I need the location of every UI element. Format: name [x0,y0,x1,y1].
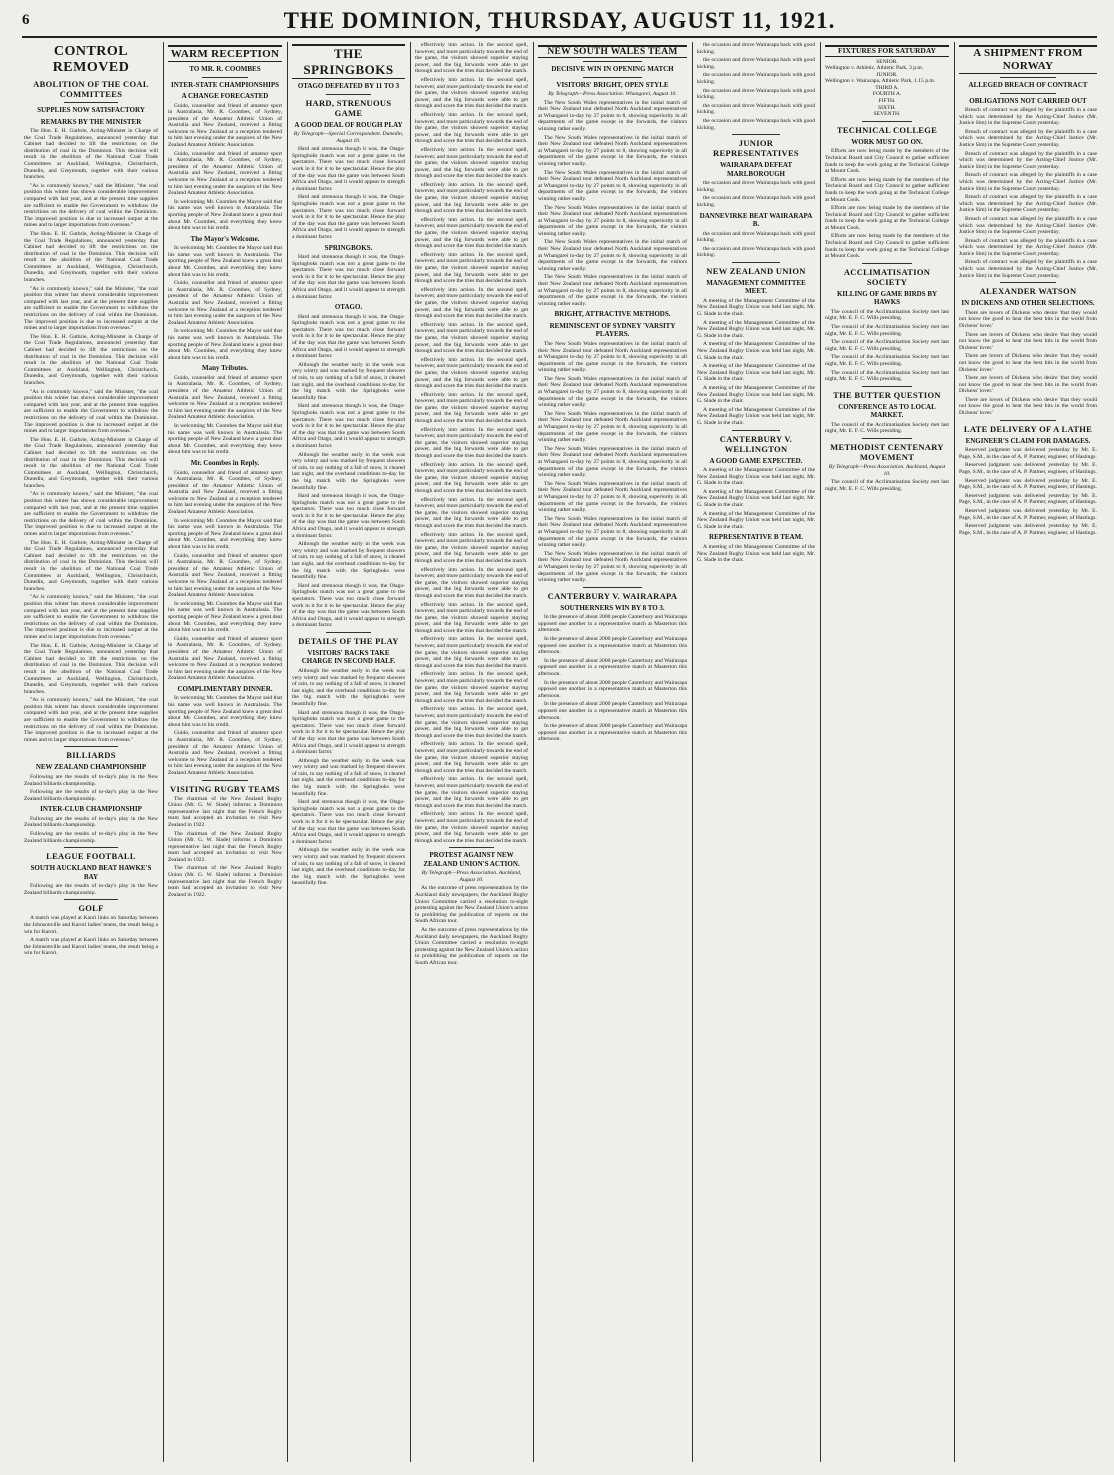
article-paragraph: effectively into action. In the second spell, however, and more particularly towards the end of the game, the visitors showed superior staying power, and the big forwards were able to get through and score the tries that decided the match. [415,42,528,75]
section-heading: LATE DELIVERY OF A LATHE [963,423,1093,434]
column-rule [287,42,288,1462]
article-paragraph: Guido, counsellor and friend of amateur sport in Australasia, Mr. R. Coombes, of Sydney, president of the Amateur Athletic Union of Australia and New Zealand, received a fitting welcome to New Zealand at a reception tendered to him last evening under the auspices of the New Zealand Amateur Athletic Association. [168,730,282,776]
article-paragraph: Guido, counsellor and friend of amateur sport in Australasia, Mr. R. Coombes, of Sydney, president of the Amateur Athletic Union of Australia and New Zealand, received a fitting welcome to New Zealand at a reception tendered to him last evening under the auspices of the New Zealand Amateur Athletic Association. [168,150,282,197]
article-paragraph: Guido, counsellor and friend of amateur sport in Australasia, Mr. R. Coombes, of Sydney, president of the Amateur Athletic Union of Australia and New Zealand, received a fitting welcome to New Zealand at a reception tendered to him last evening under the auspices of the New Zealand Amateur Athletic Association. [168,552,282,599]
article-paragraph: The council of the Acclimatisation Society met last night, Mr. E. F. C. Wills presiding. [825,421,949,435]
article-paragraph: effectively into action. In the second spell, however, and more particularly towards the end of the game, the visitors showed superior staying power, and the big forwards were able to get through and score the tries that decided the match. [415,706,528,739]
article-paragraph: "As is commonly known," said the Minister, "the coal position this winter has shown considerable improvement compared with last year, and at the present time supplies are sufficient to enable the Government to withdraw the restrictions on the delivery of coal within the Dominion. The improved position is due to increased output at the mines and to larger importations from overseas." [24,594,158,640]
article-paragraph: effectively into action. In the second spell, however, and more particularly towards the end of the game, the visitors showed superior staying power, and the big forwards were able to get through and score the tries that decided the match. [415,566,528,599]
column-junior-reps [697,42,815,1462]
article-paragraph: A match was played at Kaori links on Saturday between the Johnsonville and Karori ladies' teams, the result being a win for Karori. [24,937,158,957]
subheadline: ENGINEER'S CLAIM FOR DAMAGES. [965,436,1091,445]
article-paragraph: "As is commonly known," said the Minister, "the coal position this winter has shown considerable improvement compared with last year, and at the present time supplies are sufficient to enable the Government to withdraw the restrictions on the delivery of coal within the Dominion. The improved position is due to increased output at the mines and to larger importations from overseas." [24,697,158,743]
article-paragraph: effectively into action. In the second spell, however, and more particularly towards the end of the game, the visitors showed superior staying power, and the big forwards were able to get through and score the tries that decided the match. [415,286,528,320]
subheadline: ABOLITION OF THE COAL COMMITTEES [33,79,149,99]
article-paragraph: effectively into action. In the second spell, however, and more particularly towards the end of the game, the visitors showed superior staying power, and the big forwards were able to get through and score the tries that decided the match. [415,146,528,180]
subheadline: SOUTH AUCKLAND BEAT HAWKE'S BAY [30,864,152,881]
article-paragraph: The council of the Acclimatisation Society met last night, Mr. E. F. C. Wills presiding. [825,339,949,352]
subheadline: INTER-CLUB CHAMPIONSHIP [40,805,142,814]
article-paragraph: The chairman of the New Zealand Rugby Union (Mr. G. W. Slade) informs a Dominion representative last night that the French Rugby team had accepted an invitation to visit New Zealand in 1922. [168,865,282,898]
subheadline: VISITORS' BRIGHT, OPEN STYLE [556,80,669,89]
subheadline: COMPLIMENTARY DINNER. [177,684,273,693]
article-paragraph: Hard and strenuous though it was, the Otago-Springboks match was not a great game to the spectators. There was too much close forward work in it for it to be spectacular. Hence the play of the day was that the game was between South Africa and Otago, and it would appear to strength a dominant factor. [292,313,405,360]
subheadline: CONFERENCE AS TO LOCAL MARKET. [838,402,936,420]
subheadline: Mr. Coombes in Reply. [190,459,260,467]
article-paragraph: Reserved judgment was delivered yesterday by Mr. E. Page, S.M., in the case of A. P. Parmer, engineer, of Hastings. [959,523,1097,536]
subheadline: INTER-STATE CHAMPIONSHIPS [170,80,280,89]
article-paragraph: Guido, counsellor and friend of amateur sport in Australasia, Mr. R. Coombes, of Sydney, president of the Amateur Athletic Union of Australia and New Zealand, received a fitting welcome to New Zealand at a reception tendered to him last evening under the auspices of the New Zealand Amateur Athletic Association. [168,635,282,682]
subheadline: REMINISCENT OF SYDNEY 'VARSITY PLAYERS. [549,321,676,339]
article-paragraph: The New South Wales representatives in the initial match of their New Zealand tour defeated North Auckland representatives at Whangarei to-day by 27 points to 8, showing superiority in all departments of the game except in the forwards, the visitors winning rather easily. [538,410,687,444]
article-paragraph: The New South Wales representatives in the initial match of their New Zealand tour defeated North Auckland representatives at Whangarei to-day by 27 points to 8, showing superiority in all departments of the game except in the forwards, the visitors winning rather easily. [538,515,687,549]
article-paragraph: Although the weather early in the week was very wintry and was marked by frequent showers of rain, to say nothing of a fall of snow, it cleared last night, and the overhead conditions to-day for the big match with the Springboks were beautifully fine. [292,667,405,707]
article-paragraph: In the presence of about 2000 people Canterbury and Wairarapa opposed one another in a representative match at Masterton this afternoon. [538,701,687,721]
section-heading: CANTERBURY V. WAIRARAPA [547,590,678,601]
team-heading: OTAGO. [334,303,363,312]
article-paragraph: There are lovers of Dickens who desire 'that they would not know the good to hear the best bits in the world from Dickens' lover.' [959,353,1097,373]
article-paragraph: In welcoming Mr. Coombes the Mayor said that his name was well known in Australasia. The sporting people of New Zealand knew a great deal about Mr. Coombes, and everything they knew about him was to his credit. [168,517,282,551]
subheadline: PROTEST AGAINST NEW ZEALAND UNION'S ACTION. [423,851,520,868]
subheadline: IN DICKENS AND OTHER SELECTIONS. [961,299,1095,308]
section-heading: JUNIOR REPRESENTATIVES [713,138,799,159]
fixture-line: SIXTH. [878,104,896,111]
article-paragraph: effectively into action. In the second spell, however, and more particularly towards the end of the game, the visitors showed superior staying power, and the big forwards were able to get through and score the tries that decided the match. [415,741,528,774]
article-paragraph: The council of the Acclimatisation Society met last night, Mr. E. F. C. Wills presiding. [825,479,949,492]
subheadline: WAIRARAPA DEFEAT MARLBOROUGH [719,161,793,178]
article-paragraph: A meeting of the Management Committee of the New Zealand Rugby Union was held last night, Mr. G. Slade in the chair. [697,319,815,339]
article-paragraph: the occasion and drove Wairarapa back with good kicking. [697,72,815,85]
headline: WARM RECEPTION [168,45,282,62]
subheadline: REPRESENTATIVE B TEAM. [709,533,803,542]
article-paragraph: The council of the Acclimatisation Society met last night, Mr. E. F. C. Wills presiding. [825,354,949,367]
article-paragraph: effectively into action. In the second spell, however, and more particularly towards the end of the game, the visitors showed superior staying power, and the big forwards were able to get through and score the tries that decided the match. [415,426,528,460]
subheadline: A GOOD GAME EXPECTED. [709,456,803,465]
section-heading: DETAILS OF THE PLAY [298,635,399,646]
subheadline: OTAGO DEFEATED BY 11 TO 3 [297,82,400,90]
article-paragraph: In the presence of about 2000 people Canterbury and Wairarapa opposed one another in a representative match at Masterton this afternoon. [538,657,687,677]
article-paragraph: effectively into action. In the second spell, however, and more particularly towards the end of the game, the visitors showed superior staying power, and the big forwards were able to get through and score the tries that decided the match. [415,111,528,145]
article-paragraph: the occasion and drove Wairarapa back with good kicking. [697,117,815,131]
article-paragraph: In welcoming Mr. Coombes the Mayor said that his name was well known in Australasia. The sporting people of New Zealand knew a great deal about Mr. Coombes, and everything they knew about him was to his credit. [168,198,282,232]
subheadline: NEW ZEALAND CHAMPIONSHIP [35,763,147,772]
byline: By Telegraph—Press Association. Auckland, August 10. [828,463,946,477]
article-paragraph: Reserved judgment was delivered yesterday by Mr. E. Page, S.M., in the case of A. P. Parmer, engineer, of Hastings. [959,477,1097,491]
subheadline: REMARKS BY THE MINISTER [40,117,142,126]
subheadline: SOUTHERNERS WIN BY 8 TO 3. [560,603,665,612]
byline: By Telegraph—Special Correspondent. Dunedin, August 10. [293,131,404,144]
article-paragraph: Breach of contract was alleged by the plaintiffs in a case which was determined by the Acting-Chief Justice (Mr. Justice Sim) in the Supreme Court yesterday. [959,237,1097,257]
article-paragraph: effectively into action. In the second spell, however, and more particularly towards the end of the game, the visitors showed superior staying power, and the big forwards were able to get through and score the tries that decided the match. [415,461,528,494]
article-paragraph: A meeting of the Management Committee of the New Zealand Rugby Union was held last night, Mr. G. Slade in the chair. [697,297,815,318]
article-paragraph: A meeting of the Management Committee of the New Zealand Rugby Union was held last night, Mr. G. Slade in the chair. [697,543,815,564]
article-paragraph: A meeting of the Management Committee of the New Zealand Rugby Union was held last night, Mr. G. Slade in the chair. [697,406,815,426]
article-paragraph: effectively into action. In the second spell, however, and more particularly towards the end of the game, the visitors showed superior staying power, and the big forwards were able to get through and score the tries that decided the match. [415,601,528,634]
section-heading: ALEXANDER WATSON [979,286,1077,297]
article-paragraph: Efforts are now being made by the members of the Technical Board and City Council to gather sufficient funds to keep the work going at the Technical College at Mount Cook. [825,176,949,203]
article-paragraph: Breach of contract was alleged by the plaintiffs in a case which was determined by the Acting-Chief Justice (Mr. Justice Sim) in the Supreme Court yesterday. [959,259,1097,279]
article-paragraph: A match was played at Kaori links on Saturday between the Johnsonville and Karori ladies' teams, the result being a win for Karori. [24,915,158,935]
article-paragraph: The Hon. E. H. Guthrie, Acting-Minister in Charge of the Coal Trade Regulations, announced yesterday that Cabinet had decided to lift the restrictions on the distribution of coal in the Dominion. This decision will result in the abolition of the National Coal Trade Committees at Auckland, Wellington, Christchurch, Dunedin, and Greymouth, together with their various branches. [24,230,158,284]
article-paragraph: Breach of contract was alleged by the plaintiffs in a case which was determined by the Acting-Chief Justice (Mr. Justice Sim) in the Supreme Court yesterday. [959,194,1097,214]
article-paragraph: Breach of contract was alleged by the plaintiffs in a case which was determined by the Acting-Chief Justice (Mr. Justice Sim) in the Supreme Court yesterday. [959,107,1097,127]
article-paragraph: Although the weather early in the week was very wintry and was marked by frequent showers of rain, to say nothing of a fall of snow, it cleared last night, and the overhead conditions to-day for the big match with the Springboks were beautifully fine. [292,541,405,581]
article-paragraph: Guido, counsellor and friend of amateur sport in Australasia, Mr. R. Coombes, of Sydney, president of the Amateur Athletic Union of Australia and New Zealand, received a fitting welcome to New Zealand at a reception tendered to him last evening under the auspices of the New Zealand Amateur Athletic Association. [168,374,282,421]
article-paragraph: Breach of contract was alleged by the plaintiffs in a case which was determined by the Acting-Chief Justice (Mr. Justice Sim) in the Supreme Court yesterday. [959,150,1097,170]
article-paragraph: In welcoming Mr. Coombes the Mayor said that his name was well known in Australasia. The sporting people of New Zealand knew a great deal about Mr. Coombes, and everything they knew about him was to his credit. [168,245,282,278]
article-paragraph: the occasion and drove Wairarapa back with good kicking. [697,180,815,193]
article-paragraph: The New South Wales representatives in the initial match of their New Zealand tour defeated North Auckland representatives at Whangarei to-day by 27 points to 8, showing superiority in all departments of the game except in the forwards, the visitors winning rather easily. [538,99,687,132]
subheadline: VISITORS' BACKS TAKE CHARGE IN SECOND HALF. [301,648,396,666]
article-paragraph: The council of the Acclimatisation Society met last night, Mr. E. F. C. Wills presiding. [825,324,949,337]
subheadline: KILLING OF GAME BIRDS BY HAWKS [836,289,938,307]
article-paragraph: A meeting of the Management Committee of the New Zealand Rugby Union was held last night, Mr. G. Slade in the chair. [697,385,815,405]
article-paragraph: Hard and strenuous though it was, the Otago-Springboks match was not a great game to the spectators. There was too much close forward work in it for it to be spectacular. Hence the play of the day was that the game was between South Africa and Otago, and it would appear to strength a dominant factor. [292,254,405,300]
article-paragraph: "As is commonly known," said the Minister, "the coal position this winter has shown considerable improvement compared with last year, and at the present time supplies are sufficient to enable the Government to withdraw the restrictions on the delivery of coal within the Dominion. The improved position is due to increased output at the mines and to larger importations from overseas." [24,491,158,538]
article-paragraph: The New South Wales representatives in the initial match of their New Zealand tour defeated North Auckland representatives at Whangarei to-day by 27 points to 8, showing superiority in all departments of the game except in the forwards, the visitors winning rather easily. [538,204,687,237]
section-heading: ACCLIMATISATION SOCIETY [843,266,931,287]
column-springboks [292,42,405,1462]
article-paragraph: effectively into action. In the second spell, however, and more particularly towards the end of the game, the visitors showed superior staying power, and the big forwards were able to get through and score the tries that decided the match. [415,636,528,669]
byline: By Telegraph—Press Association. Auckland, August 10. [421,870,522,883]
article-paragraph: Following are the results of to-day's play in the New Zealand billiards championship. [24,773,158,787]
article-paragraph: The chairman of the New Zealand Rugby Union (Mr. G. W. Slade) informs a Dominion representative last night that the French Rugby team had accepted an invitation to visit New Zealand in 1922. [168,795,282,828]
headline: FIXTURES FOR SATURDAY [825,45,949,57]
article-paragraph: Although the weather early in the week was very wintry and was marked by frequent showers of rain, to say nothing of a fall of snow, it cleared last night, and the overhead conditions to-day for the big match with the Springboks were beautifully fine. [292,451,405,491]
page-number: 6 [22,12,30,28]
article-paragraph: effectively into action. In the second spell, however, and more particularly towards the end of the game, the visitors showed superior staying power, and the big forwards were able to get through and score the tries that decided the match. [415,671,528,704]
article-paragraph: The Hon. E. H. Guthrie, Acting-Minister in Charge of the Coal Trade Regulations, announced yesterday that Cabinet had decided to lift the restrictions on the distribution of coal in the Dominion. This decision will result in the abolition of the National Coal Trade Committees at Auckland, Wellington, Christchurch, Dunedin, and Greymouth, together with their various branches. [24,539,158,592]
article-paragraph: There are lovers of Dickens who desire 'that they would not know the good to hear the best bits in the world from Dickens' lover.' [959,375,1097,395]
article-paragraph: Although the weather early in the week was very wintry and was marked by frequent showers of rain, to say nothing of a fall of snow, it cleared last night, and the overhead conditions to-day for the big match with the Springboks were beautifully fine. [292,361,405,401]
article-paragraph: Hard and strenuous though it was, the Otago-Springboks match was not a great game to the spectators. There was too much close forward work in it for it to be spectacular. Hence the play of the day was that the game was between South Africa and Otago, and it would appear to strength a dominant factor. [292,709,405,756]
article-paragraph: the occasion and drove Wairarapa back with good kicking. [697,87,815,101]
article-paragraph: Hard and strenuous though it was, the Otago-Springboks match was not a great game to the spectators. There was too much close forward work in it for it to be spectacular. Hence the play of the day was that the game was between South Africa and Otago, and it would appear to strength a dominant factor. [292,194,405,240]
article-paragraph: As the outcome of press representations by the Auckland daily newspapers, the Auckland Rugby Union Committee carried a resolution to-night protesting against the New Zealand Union's action in prohibiting the publication of reports on the South African tour. [415,927,528,966]
article-paragraph: In the presence of about 2000 people Canterbury and Wairarapa opposed one another in a representative match at Masterton this afternoon. [538,635,687,656]
article-paragraph: Breach of contract was alleged by the plaintiffs in a case which was determined by the Acting-Chief Justice (Mr. Justice Sim) in the Supreme Court yesterday. [959,128,1097,148]
article-paragraph: effectively into action. In the second spell, however, and more particularly towards the end of the game, the visitors showed superior staying power, and the big forwards were able to get through and score the tries that decided the match. [415,776,528,809]
article-paragraph: The New South Wales representatives in the initial match of their New Zealand tour defeated North Auckland representatives at Whangarei to-day by 27 points to 8, showing superiority in all departments of the game except in the forwards, the visitors winning rather easily. [538,169,687,202]
article-paragraph: Guido, counsellor and friend of amateur sport in Australasia, Mr. R. Coombes, of Sydney, president of the Amateur Athletic Union of Australia and New Zealand, received a fitting welcome to New Zealand at a reception tendered to him last evening under the auspices of the New Zealand Amateur Athletic Association. [168,469,282,516]
section-heading: GOLF [78,903,104,914]
fixture-line: SENIOR. [876,58,898,65]
article-paragraph: As the outcome of press representations by the Auckland daily newspapers, the Auckland Rugby Union Committee carried a resolution to-night protesting against the New Zealand Union's action in prohibiting the publication of reports on the South African tour. [415,885,528,925]
article-paragraph: effectively into action. In the second spell, however, and more particularly towards the end of the game, the visitors showed superior staying power, and the big forwards were able to get through and score the tries that decided the match. [415,811,528,844]
article-paragraph: A meeting of the Management Committee of the New Zealand Rugby Union was held last night, Mr. G. Slade in the chair. [697,341,815,361]
article-paragraph: Guido, counsellor and friend of amateur sport in Australasia, Mr. R. Coombes, of Sydney, president of the Amateur Athletic Union of Australia and New Zealand, received a fitting welcome to New Zealand at a reception tendered to him last evening under the auspices of the New Zealand Amateur Athletic Association. [168,280,282,326]
subheadline: SUPPLIES NOW SATISFACTORY [37,106,145,114]
section-heading: LEAGUE FOOTBALL [46,851,136,862]
article-paragraph: In welcoming Mr. Coombes the Mayor said that his name was well known in Australasia. The sporting people of New Zealand knew a great deal about Mr. Coombes, and everything they knew about him was to his credit. [168,328,282,361]
article-paragraph: the occasion and drove Wairarapa back with good kicking. [697,230,815,244]
headline: NEW SOUTH WALES TEAM [538,45,687,58]
article-paragraph: A meeting of the Management Committee of the New Zealand Rugby Union was held last night, Mr. G. Slade in the chair. [697,510,815,530]
article-paragraph: The New South Wales representatives in the initial match of their New Zealand tour defeated North Auckland representatives at Whangarei to-day by 27 points to 8, showing superiority in all departments of the game except in the forwards, the visitors winning rather easily. [538,239,687,272]
article-paragraph: In welcoming Mr. Coombes the Mayor said that his name was well known in Australasia. The sporting people of New Zealand knew a great deal about Mr. Coombes, and everything they knew about him was to his credit. [168,695,282,728]
column-rule [163,42,164,1462]
article-paragraph: the occasion and drove Wairarapa back with good kicking. [697,57,815,70]
article-paragraph: effectively into action. In the second spell, however, and more particularly towards the end of the game, the visitors showed superior staying power, and the big forwards were able to get through and score the tries that decided the match. [415,356,528,390]
subheadline: DANNEVIRKE BEAT WAIRARAPA B. [699,211,813,228]
section-heading: THE BUTTER QUESTION [833,389,941,400]
article-paragraph: A meeting of the Management Committee of the New Zealand Rugby Union was held last night, Mr. G. Slade in the chair. [697,488,815,509]
article-paragraph: The New South Wales representatives in the initial match of their New Zealand tour defeated North Auckland representatives at Whangarei to-day by 27 points to 8, showing superiority in all departments of the game except in the forwards, the visitors winning rather easily. [538,340,687,374]
article-paragraph: the occasion and drove Wairarapa back with good kicking. [697,42,815,55]
article-paragraph: Reserved judgment was delivered yesterday by Mr. E. Page, S.M., in the case of A. P. Parmer, engineer, of Hastings. [959,447,1097,460]
article-paragraph: Following are the results of to-day's play in the New Zealand billiards championship. [24,831,158,844]
article-paragraph: "As is commonly known," said the Minister, "the coal position this winter has shown considerable improvement compared with last year, and at the present time supplies are sufficient to enable the Government to withdraw the restrictions on the delivery of coal within the Dominion. The improved position is due to increased output at the mines and to larger importations from overseas." [24,388,158,435]
article-paragraph: Hard and strenuous though it was, the Otago-Springboks match was not a great game to the spectators. There was too much close forward work in it for it to be spectacular. Hence the play of the day was that the game was between South Africa and Otago, and it would appear to strength a dominant factor. [292,582,405,629]
article-paragraph: In the presence of about 2000 people Canterbury and Wairarapa opposed one another in a representative match at Masterton this afternoon. [538,614,687,634]
fixture-line: FIFTH. [878,98,896,105]
article-paragraph: Reserved judgment was delivered yesterday by Mr. E. Page, S.M., in the case of A. P. Parmer, engineer, of Hastings. [959,492,1097,506]
article-paragraph: Although the weather early in the week was very wintry and was marked by frequent showers of rain, to say nothing of a fall of snow, it cleared last night, and the overhead conditions to-day for the big match with the Springboks were beautifully fine. [292,757,405,797]
article-paragraph: In welcoming Mr. Coombes the Mayor said that his name was well known in Australasia. The sporting people of New Zealand knew a great deal about Mr. Coombes, and everything they knew about him was to his credit. [168,423,282,456]
article-paragraph: Following are the results of to-day's play in the New Zealand billiards championship. [24,815,158,829]
subheadline: ALLEGED BREACH OF CONTRACT [968,81,1088,89]
fixture-line: FOURTH A. [872,91,902,98]
article-paragraph: There are lovers of Dickens who desire 'that they would not know the good to hear the best bits in the world from Dickens' lover.' [959,396,1097,417]
subheadline: MANAGEMENT COMMITTEE MEET. [706,278,806,296]
subheadline: The Mayor's Welcome. [190,234,260,243]
article-paragraph: The New South Wales representatives in the initial match of their New Zealand tour defeated North Auckland representatives at Whangarei to-day by 27 points to 8, showing superiority in all departments of the game except in the forwards, the visitors winning rather easily. [538,274,687,307]
fixture-line: SEVENTH. [873,111,901,118]
article-paragraph: effectively into action. In the second spell, however, and more particularly towards the end of the game, the visitors showed superior staying power, and the big forwards were able to get through and score the tries that decided the match. [415,531,528,564]
article-paragraph: Following are the results of to-day's play in the New Zealand billiards championship. [24,883,158,896]
subheadline: BRIGHT, ATTRACTIVE METHODS. [554,310,671,319]
article-paragraph: The council of the Acclimatisation Society met last night, Mr. E. F. C. Wills presiding. [825,308,949,322]
column-springboks-continued [415,42,528,1462]
article-paragraph: Efforts are now being made by the members of the Technical Board and City Council to gather sufficient funds to keep the work going at the Technical College at Mount Cook. [825,233,949,260]
byline: By Telegraph—Press Association. Whangarei, August 10. [548,91,677,97]
subheadline: TO MR. R. COOMBES [189,65,261,73]
column-rule [692,42,693,1462]
section-heading: CANTERBURY V. WELLINGTON [719,433,793,454]
article-paragraph: Breach of contract was alleged by the plaintiffs in a case which was determined by the Acting-Chief Justice (Mr. Justice Sim) in the Supreme Court yesterday. [959,215,1097,236]
section-heading: TECHNICAL COLLEGE [836,124,938,135]
subheadline: WORK MUST GO ON. [851,137,923,146]
article-paragraph: effectively into action. In the second spell, however, and more particularly towards the end of the game, the visitors showed superior staying power, and the big forwards were able to get through and score the tries that decided the match. [415,391,528,425]
section-heading: VISITING RUGBY TEAMS [170,783,280,794]
article-paragraph: Guido, counsellor and friend of amateur sport in Australasia, Mr. R. Coombes, of Sydney, president of the Amateur Athletic Union of Australia and New Zealand, received a fitting welcome to New Zealand at a reception tendered to him last evening under the auspices of the New Zealand Amateur Athletic Association. [168,102,282,149]
article-paragraph: The Hon. E. H. Guthrie, Acting-Minister in Charge of the Coal Trade Regulations, announced yesterday that Cabinet had decided to lift the restrictions on the distribution of coal in the Dominion. This decision will result in the abolition of the National Coal Trade Committees at Auckland, Wellington, Christchurch, Dunedin, and Greymouth, together with their various branches. [24,128,158,181]
article-paragraph: the occasion and drove Wairarapa back with good kicking. [697,195,815,208]
article-paragraph: A meeting of the Management Committee of the New Zealand Rugby Union was held last night, Mr. G. Slade in the chair. [697,363,815,383]
section-heading: BILLIARDS [66,750,116,761]
column-nsw-team [538,42,687,1462]
column-fixtures [825,42,949,1462]
newspaper-title: THE DOMINION, THURSDAY, AUGUST 11, 1921. [283,8,836,33]
subheadline: A GOOD DEAL OF ROUGH PLAY [294,120,403,129]
article-paragraph: In the presence of about 2000 people Canterbury and Wairarapa opposed one another in a representative match at Masterton this afternoon. [538,679,687,699]
article-paragraph: The New South Wales representatives in the initial match of their New Zealand tour defeated North Auckland representatives at Whangarei to-day by 27 points to 8, showing superiority in all departments of the game except in the forwards, the visitors winning rather easily. [538,550,687,584]
subheadline: DECISIVE WIN IN OPENING MATCH [551,65,674,73]
fixture-line: Wellington v. Wairarapa, Athletic Park, 1.15 p.m. [825,78,936,85]
article-paragraph: effectively into action. In the second spell, however, and more particularly towards the end of the game, the visitors showed superior staying power, and the big forwards were able to get through and score the tries that decided the match. [415,216,528,250]
article-paragraph: Hard and strenuous though it was, the Otago-Springboks match was not a great game to the spectators. There was too much close forward work in it for it to be spectacular. Hence the play of the day was that the game was between South Africa and Otago, and it would appear to strength a dominant factor. [292,403,405,449]
article-paragraph: In the presence of about 2000 people Canterbury and Wairarapa opposed one another in a representative match at Masterton this afternoon. [538,723,687,743]
subheadline: OBLIGATIONS NOT CARRIED OUT [969,96,1087,105]
article-paragraph: Reserved judgment was delivered yesterday by Mr. E. Page, S.M., in the case of A. P. Parmer, engineer, of Hastings. [959,507,1097,521]
subheadline: Many Tributes. [201,364,249,373]
fixture-line: Wellington v. Athletic, Athletic Park, 3 p.m. [825,65,924,72]
article-paragraph: effectively into action. In the second spell, however, and more particularly towards the end of the game, the visitors showed superior staying power, and the big forwards were able to get through and score the tries that decided the match. [415,76,528,110]
team-heading: SPRINGBOKS. [324,243,373,252]
fixture-line: THIRD A. [875,84,899,91]
article-paragraph: effectively into action. In the second spell, however, and more particularly towards the end of the game, the visitors showed superior staying power, and the big forwards were able to get through and score the tries that decided the match. [415,251,528,285]
article-paragraph: The chairman of the New Zealand Rugby Union (Mr. G. W. Slade) informs a Dominion representative last night that the French Rugby team had accepted an invitation to visit New Zealand in 1922. [168,830,282,863]
article-paragraph: Efforts are now being made by the members of the Technical Board and City Council to gather sufficient funds to keep the work going at the Technical College at Mount Cook. [825,148,949,175]
article-paragraph: Efforts are now being made by the members of the Technical Board and City Council to gather sufficient funds to keep the work going at the Technical College at Mount Cook. [825,205,949,231]
column-shipment [959,42,1097,1462]
section-heading: METHODIST CENTENARY MOVEMENT [830,441,944,462]
article-paragraph: Reserved judgment was delivered yesterday by Mr. E. Page, S.M., in the case of A. P. Parmer, engineer, of Hastings. [959,462,1097,475]
article-paragraph: "As is commonly known," said the Minister, "the coal position this winter has shown considerable improvement compared with last year, and at the present time supplies are sufficient to enable the Government to withdraw the restrictions on the delivery of coal within the Dominion. The improved position is due to increased output at the mines and to larger importations from overseas." [24,285,158,332]
article-paragraph: The New South Wales representatives in the initial match of their New Zealand tour defeated North Auckland representatives at Whangarei to-day by 27 points to 8, showing superiority in all departments of the game except in the forwards, the visitors winning rather easily. [538,134,687,167]
article-paragraph: In welcoming Mr. Coombes the Mayor said that his name was well known in Australasia. The sporting people of New Zealand knew a great deal about Mr. Coombes, and everything they knew about him was to his credit. [168,600,282,634]
headline: A SHIPMENT FROM NORWAY [959,45,1097,74]
headline: CONTROL REMOVED [52,44,130,75]
article-paragraph: Although the weather early in the week was very wintry and was marked by frequent showers of rain, to say nothing of a fall of snow, it cleared last night, and the overhead conditions to-day for the big match with the Springboks were beautifully fine. [292,847,405,887]
article-paragraph: There are lovers of Dickens who desire 'that they would not know the good to hear the best bits in the world from Dickens' lover.' [959,331,1097,351]
column-rule [533,42,534,1462]
article-paragraph: Hard and strenuous though it was, the Otago-Springboks match was not a great game to the spectators. There was too much close forward work in it for it to be spectacular. Hence the play of the day was that the game was between South Africa and Otago, and it would appear to strength a dominant factor. [292,493,405,539]
headline: THE SPRINGBOKS [292,44,405,79]
article-paragraph: The New South Wales representatives in the initial match of their New Zealand tour defeated North Auckland representatives at Whangarei to-day by 27 points to 8, showing superiority in all departments of the game except in the forwards, the visitors winning rather easily. [538,480,687,514]
article-paragraph: The council of the Acclimatisation Society met last night, Mr. E. F. C. Wills presiding. [825,369,949,383]
column-control-removed [24,42,158,1462]
column-warm-reception [168,42,282,1462]
article-paragraph: There are lovers of Dickens who desire 'that they would not know the good to hear the best bits in the world from Dickens' lover.' [959,309,1097,329]
column-rule [820,42,821,1462]
section-heading: NEW ZEALAND UNION [706,265,806,276]
column-rule [954,42,955,1462]
article-paragraph: The Hon. E. H. Guthrie, Acting-Minister in Charge of the Coal Trade Regulations, announced yesterday that Cabinet had decided to lift the restrictions on the distribution of coal in the Dominion. This decision will result in the abolition of the National Coal Trade Committees at Auckland, Wellington, Christchurch, Dunedin, and Greymouth, together with their various branches. [24,642,158,695]
masthead [22,6,1097,38]
article-paragraph: Hard and strenuous though it was, the Otago-Springboks match was not a great game to the spectators. There was too much close forward work in it for it to be spectacular. Hence the play of the day was that the game was between South Africa and Otago, and it would appear to strength a dominant factor. [292,146,405,192]
article-paragraph: The Hon. E. H. Guthrie, Acting-Minister in Charge of the Coal Trade Regulations, announced yesterday that Cabinet had decided to lift the restrictions on the distribution of coal in the Dominion. This decision will result in the abolition of the National Coal Trade Committees at Auckland, Wellington, Christchurch, Dunedin, and Greymouth, together with their various branches. [24,436,158,489]
article-paragraph: A meeting of the Management Committee of the New Zealand Rugby Union was held last night, Mr. G. Slade in the chair. [697,467,815,487]
column-rule [410,42,411,1462]
article-paragraph: Hard and strenuous though it was, the Otago-Springboks match was not a great game to the spectators. There was too much close forward work in it for it to be spectacular. Hence the play of the day was that the game was between South Africa and Otago, and it would appear to strength a dominant factor. [292,799,405,845]
article-paragraph: The New South Wales representatives in the initial match of their New Zealand tour defeated North Auckland representatives at Whangarei to-day by 27 points to 8, showing superiority in all departments of the game except in the forwards, the visitors winning rather easily. [538,375,687,409]
article-paragraph: the occasion and drove Wairarapa back with good kicking. [697,245,815,259]
article-paragraph: The Hon. E. H. Guthrie, Acting-Minister in Charge of the Coal Trade Regulations, announced yesterday that Cabinet had decided to lift the restrictions on the distribution of coal in the Dominion. This decision will result in the abolition of the National Coal Trade Committees at Auckland, Wellington, Christchurch, Dunedin, and Greymouth, together with their various branches. [24,333,158,386]
article-paragraph: The New South Wales representatives in the initial match of their New Zealand tour defeated North Auckland representatives at Whangarei to-day by 27 points to 8, showing superiority in all departments of the game except in the forwards, the visitors winning rather easily. [538,445,687,479]
article-paragraph: "As is commonly known," said the Minister, "the coal position this winter has shown considerable improvement compared with last year, and at the present time supplies are sufficient to enable the Government to withdraw the restrictions on the delivery of coal within the Dominion. The improved position is due to increased output at the mines and to larger importations from overseas." [24,182,158,229]
subheadline: A CHANGE FORECASTED [181,92,269,100]
article-paragraph: the occasion and drove Wairarapa back with good kicking. [697,102,815,116]
subheadline: HARD, STRENUOUS GAME [305,97,392,118]
article-paragraph: effectively into action. In the second spell, however, and more particularly towards the end of the game, the visitors showed superior staying power, and the big forwards were able to get through and score the tries that decided the match. [415,181,528,215]
fixture-line: JUNIOR. [876,71,898,78]
article-paragraph: Breach of contract was alleged by the plaintiffs in a case which was determined by the Acting-Chief Justice (Mr. Justice Sim) in the Supreme Court yesterday. [959,172,1097,192]
article-paragraph: Following are the results of to-day's play in the New Zealand billiards championship. [24,789,158,802]
article-paragraph: effectively into action. In the second spell, however, and more particularly towards the end of the game, the visitors showed superior staying power, and the big forwards were able to get through and score the tries that decided the match. [415,496,528,529]
article-paragraph: effectively into action. In the second spell, however, and more particularly towards the end of the game, the visitors showed superior staying power, and the big forwards were able to get through and score the tries that decided the match. [415,321,528,355]
